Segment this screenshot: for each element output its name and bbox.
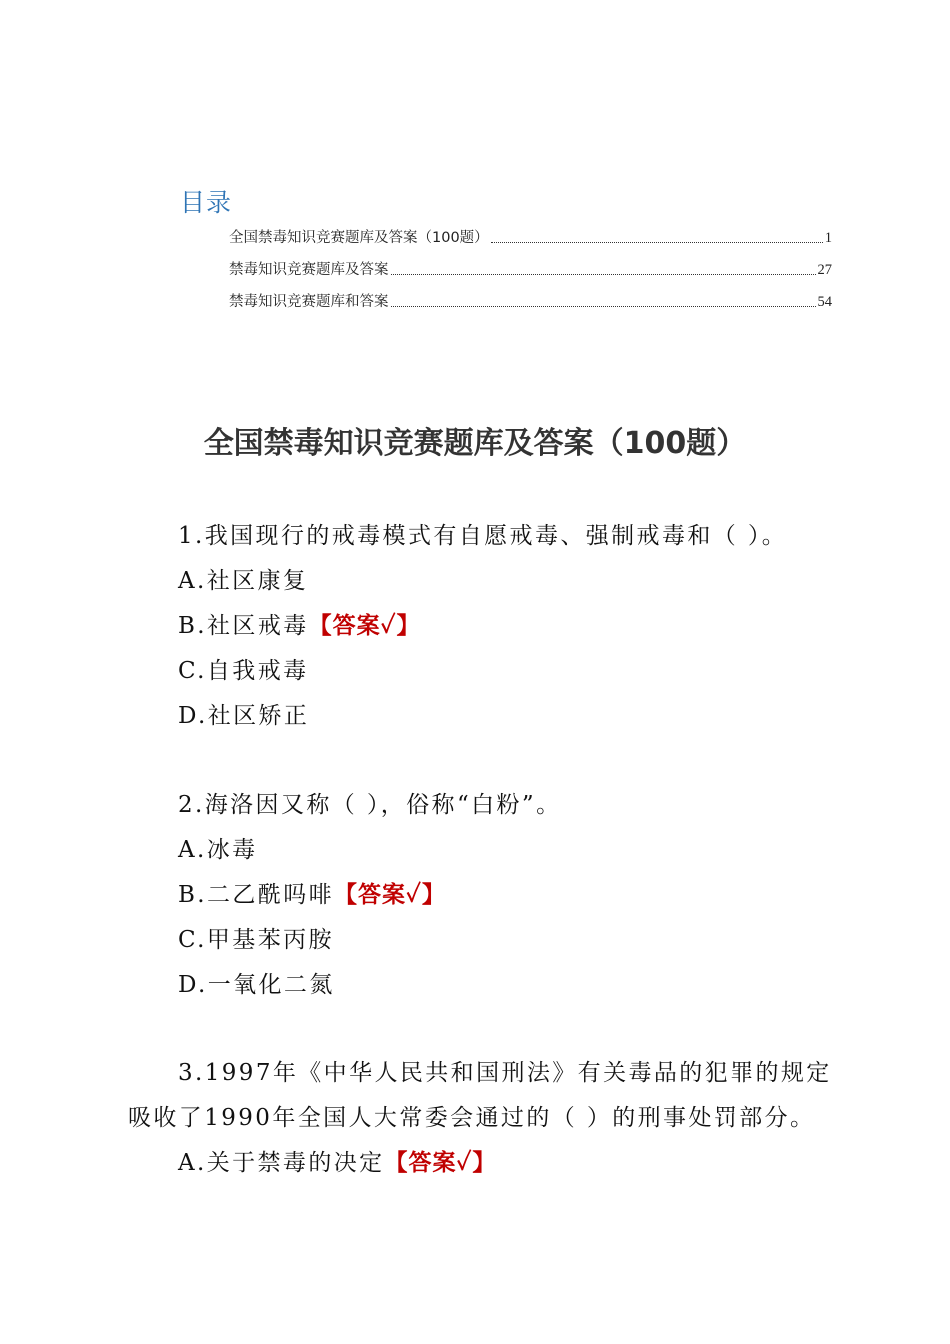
toc-entry-page: 1 — [824, 230, 832, 246]
option-text: B.二乙酰吗啡 — [178, 882, 335, 908]
toc-entry-page: 54 — [817, 294, 832, 310]
option-b — [178, 607, 420, 640]
toc-entry-title: 禁毒知识竞赛题库和答案 — [229, 294, 389, 310]
option-c: C.自我戒毒 — [178, 658, 309, 684]
toc-entry-title: 全国禁毒知识竞赛题库及答案（100题） — [229, 230, 489, 246]
toc-leader — [391, 274, 816, 275]
question-stem: 1.我国现行的戒毒模式有自愿戒毒、强制戒毒和（ ）。 — [178, 523, 788, 549]
toc-heading: 目录 — [180, 188, 233, 217]
document-title: 全国禁毒知识竞赛题库及答案（100题） — [203, 426, 747, 461]
toc-entry-title: 禁毒知识竞赛题库及答案 — [229, 262, 389, 278]
toc-leader — [491, 242, 823, 243]
toc-entry-page: 27 — [817, 262, 832, 278]
option-a: A.冰毒 — [178, 837, 258, 863]
option-c: C.甲基苯丙胺 — [178, 927, 334, 953]
toc-entry[interactable] — [229, 289, 832, 311]
option-text: B.社区戒毒 — [178, 613, 309, 639]
question-stem-continued: 吸收了1990年全国人大常委会通过的（ ）的刑事处罚部分。 — [128, 1105, 816, 1131]
option-d: D.社区矫正 — [178, 703, 310, 729]
toc-leader — [391, 306, 816, 307]
answer-mark: 【答案✓】 — [308, 612, 421, 639]
question-stem: 3.1997年《中华人民共和国刑法》有关毒品的犯罪的规定 — [178, 1060, 832, 1086]
toc-entry[interactable] — [229, 257, 832, 279]
option-text: A.关于禁毒的决定 — [178, 1150, 385, 1176]
answer-mark: 【答案✓】 — [334, 881, 446, 908]
toc-entry[interactable] — [229, 225, 832, 247]
option-a: A.社区康复 — [178, 568, 309, 594]
option-b — [178, 876, 446, 909]
question-stem: 2.海洛因又称（ ），俗称“白粉”。 — [178, 792, 562, 818]
option-d: D.一氧化二氮 — [178, 972, 335, 998]
option-a — [178, 1144, 496, 1177]
answer-mark: 【答案✓】 — [384, 1149, 497, 1176]
